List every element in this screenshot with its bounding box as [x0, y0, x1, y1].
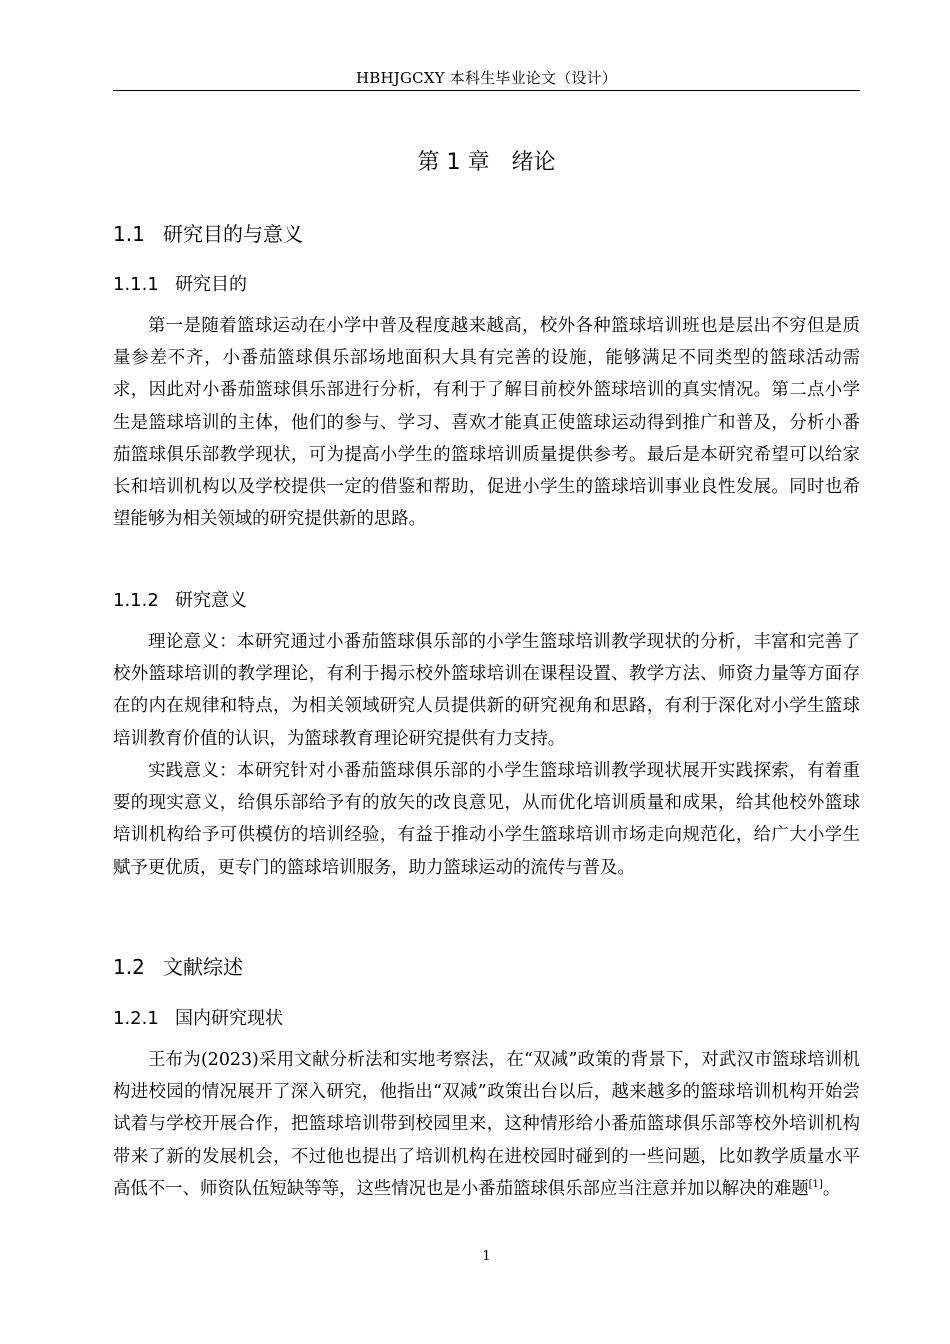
section-number: 1.1: [113, 222, 145, 246]
subsection-heading-1-1-1: [113, 271, 247, 299]
paragraph-domestic-research: [113, 1044, 860, 1205]
subsection-heading-1-1-2: [113, 587, 247, 615]
paragraph-research-purpose: 第一是随着篮球运动在小学中普及程度越来越高，校外各种篮球培训班也是层出不穷但是质量参差不齐，小番茄篮球俱乐部场地面积大具有完善的设施，能够满足不同类型的篮球活动需求，因此对小番茄篮球俱乐部进行分析，有利于了解目前校外篮球培训的真实情况。第二点小学生是篮球培训的主体，他们的参与、学习、喜欢才能真正使篮球运动得到推广和普及，分析小番茄篮球俱乐部教学现状，可为提高小学生的篮球培训质量提供参考。最后是本研究希望可以给家长和培训机构以及学校提供一定的借鉴和帮助，促进小学生的篮球培训事业良性发展。同时也希望能够为相关领域的研究提供新的思路。: [113, 316, 860, 530]
section-title: 文献综述: [163, 955, 243, 979]
section-number: 1.2: [113, 955, 145, 979]
chapter-number: 第 1 章: [417, 150, 490, 175]
section-heading-1-2: [113, 952, 243, 982]
paragraph-theoretical-significance: 理论意义：本研究通过小番茄篮球俱乐部的小学生篮球培训教学现状的分析，丰富和完善了校外篮球培训的教学理论，有利于揭示校外篮球培训在课程设置、教学方法、师资力量等方面存在的内在规律和特点，为相关领域研究人员提供新的研究视角和思路，有利于深化对小学生篮球培训教育价值的认识，为篮球教育理论研究提供有力支持。: [113, 632, 860, 749]
chapter-title: [113, 146, 860, 180]
running-header: HBHJGCXY 本科生毕业论文（设计）: [355, 69, 617, 87]
page-number: 1: [482, 1249, 491, 1264]
section-title: 研究目的与意义: [163, 222, 303, 246]
chapter-name: 绪论: [511, 150, 556, 175]
subsection-number: 1.1.2: [113, 590, 159, 611]
paragraph-practical-significance: 实践意义：本研究针对小番茄篮球俱乐部的小学生篮球培训教学现状展开实践探索，有着重要的现实意义，给俱乐部给予有的放矢的改良意见，从而优化培训质量和成果，给其他校外篮球培训机构给予可供模仿的培训经验，有益于推动小学生篮球培训市场走向规范化，给广大小学生赋予更优质，更专门的篮球培训服务，助力篮球运动的流传与普及。: [113, 761, 860, 878]
subsection-number: 1.1.1: [113, 274, 159, 295]
paragraph-end: 。: [822, 1178, 841, 1199]
header-rule: [113, 90, 860, 91]
subsection-title: 国内研究现状: [175, 1008, 283, 1029]
subsection-number: 1.2.1: [113, 1008, 159, 1029]
subsection-title: 研究意义: [175, 590, 247, 611]
subsection-title: 研究目的: [175, 274, 247, 295]
section-heading-1-1: [113, 219, 303, 249]
subsection-heading-1-2-1: [113, 1005, 283, 1033]
citation-reference[interactable]: [1]: [808, 1178, 823, 1190]
paragraph-text: 王布为(2023)采用文献分析法和实地考察法，在“双减”政策的背景下，对武汉市篮球培训机构进校园的情况展开了深入研究，他指出“双减”政策出台以后，越来越多的篮球培训机构开始尝试着与学校开展合作，把篮球培训带到校园里来，这种情形给小番茄篮球俱乐部等校外培训机构带来了新的发展机会，不过他也提出了培训机构在进校园时碰到的一些问题，比如教学质量水平高低不一、师资队伍短缺等等，这些情况也是小番茄篮球俱乐部应当注意并加以解决的难题: [113, 1050, 860, 1199]
